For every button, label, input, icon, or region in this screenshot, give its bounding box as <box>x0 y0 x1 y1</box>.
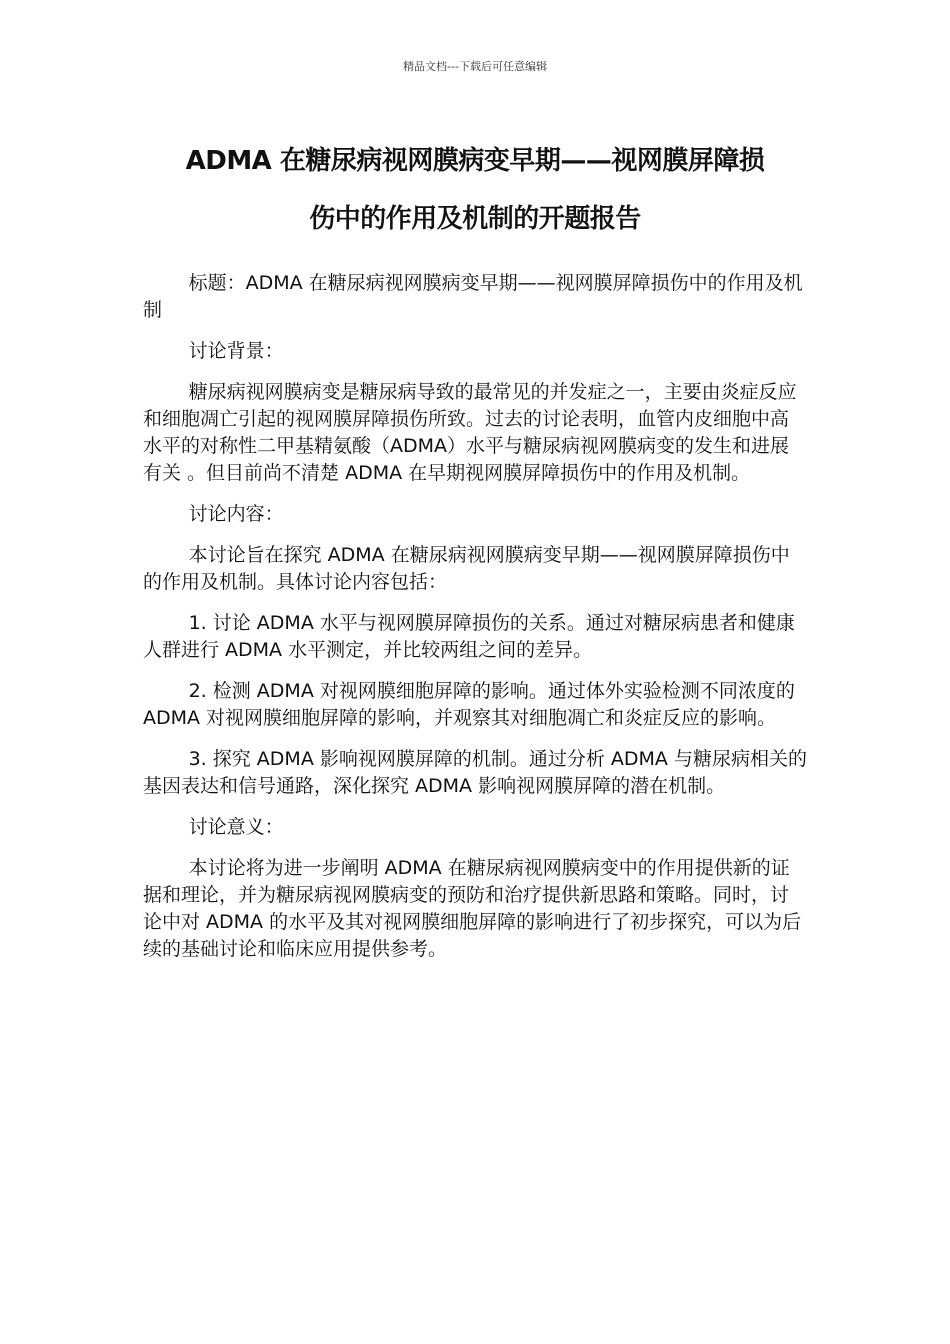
section-heading-content: 讨论内容： <box>188 503 284 525</box>
background-paragraph: 糖尿病视网膜病变是糖尿病导致的最常见的并发症之一，主要由炎症反应和细胞凋亡引起的视网膜屏障损伤所致。过去的讨论表明，血管内皮细胞中高水平的对称性二甲基精氨酸（ADMA）水平与糖尿病视网膜病变的发生和进展有关 。但目前尚不清楚 ADMA 在早期视网膜屏障损伤中的作用及机制。 <box>143 381 797 484</box>
content-item-1: 1. 讨论 ADMA 水平与视网膜屏障损伤的关系。通过对糖尿病患者和健康人群进行 ADMA 水平测定，并比较两组之间的差异。 <box>143 612 795 661</box>
content-item-2: 2. 检测 ADMA 对视网膜细胞屏障的影响。通过体外实验检测不同浓度的 ADMA 对视网膜细胞屏障的影响，并观察其对细胞凋亡和炎症反应的影响。 <box>143 680 795 729</box>
document-title <box>140 132 810 248</box>
title-paragraph: 标题：ADMA 在糖尿病视网膜病变早期——视网膜屏障损伤中的作用及机制 <box>143 272 803 321</box>
page-header-note: 精品文档---下载后可任意编辑 <box>403 60 547 73</box>
significance-paragraph: 本讨论将为进一步阐明 ADMA 在糖尿病视网膜病变中的作用提供新的证据和理论，并为糖尿病视网膜病变的预防和治疗提供新思路和策略。同时，讨论中对 ADMA 的水平及其对视网膜细胞屏障的影响进行了初步探究，可以为后续的基础讨论和临床应用提供参考。 <box>143 857 802 960</box>
section-heading-significance: 讨论意义： <box>188 816 284 838</box>
document-title-line-1: ADMA 在糖尿病视网膜病变早期——视网膜屏障损 <box>185 146 765 176</box>
section-heading-background: 讨论背景： <box>188 340 284 362</box>
content-intro-paragraph: 本讨论旨在探究 ADMA 在糖尿病视网膜病变早期——视网膜屏障损伤中的作用及机制。具体讨论内容包括： <box>143 544 790 593</box>
document-body <box>143 270 807 977</box>
content-item-3: 3. 探究 ADMA 影响视网膜屏障的机制。通过分析 ADMA 与糖尿病相关的基因表达和信号通路，深化探究 ADMA 影响视网膜屏障的潜在机制。 <box>143 748 807 797</box>
document-title-line-2: 伤中的作用及机制的开题报告 <box>309 204 641 234</box>
